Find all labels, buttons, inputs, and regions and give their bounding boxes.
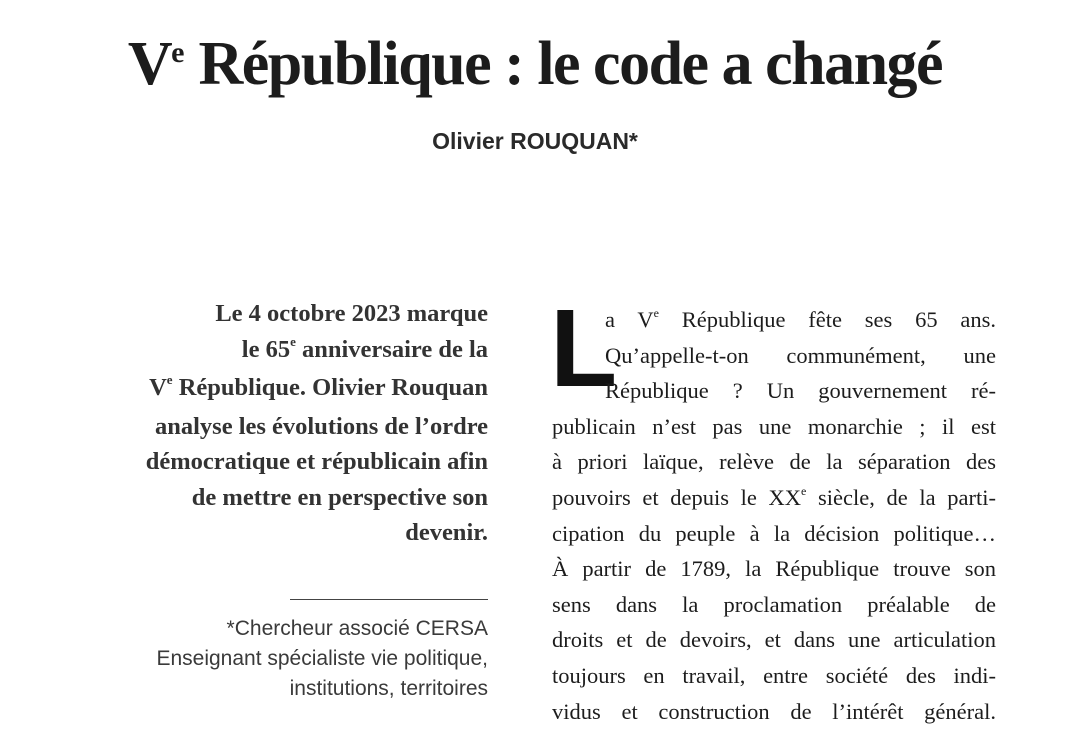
body-text-run: siècle, de la parti- (806, 484, 996, 510)
body-text-run: pouvoirs et depuis le XX (552, 484, 802, 510)
lead-paragraph (60, 296, 488, 551)
body-line: Qu’appelle-t-on communément, une (605, 342, 996, 368)
body-line: sens dans la proclamation préalable de (552, 591, 996, 617)
title-text: République : le code a changé (184, 30, 943, 98)
lead-line: analyse les évolutions de l’ordre (154, 412, 488, 440)
body-superscript: e (653, 306, 659, 320)
body-line: toujours en travail, entre société des indi- (552, 662, 996, 688)
lead-line: démocratique et républicain afin (145, 448, 488, 475)
body-text-run: République fête ses 65 ans. (658, 307, 996, 332)
drop-cap: L (550, 287, 618, 410)
body-line (552, 302, 996, 338)
article-title (0, 28, 1070, 111)
affiliation-line: institutions, territoires (289, 677, 488, 700)
footnote-divider (290, 599, 488, 600)
title-numeral: V (127, 30, 172, 98)
body-text (550, 287, 996, 729)
lead-line: Le 4 octobre 2023 marque (215, 300, 488, 327)
lead-line (60, 332, 488, 371)
lead-line (60, 370, 488, 409)
affiliation-line: *Chercheur associé CERSA (226, 617, 488, 640)
body-superscript: e (801, 483, 807, 498)
lead-text: République. Olivier Rouquan (172, 374, 488, 401)
title-superscript: e (171, 36, 185, 69)
author-name: Olivier ROUQUAN* (432, 128, 638, 154)
body-line: vidus et construction de l’intérêt général. (552, 698, 996, 724)
lead-text: V (149, 374, 167, 401)
body-line: droits et de devoirs, et dans une articulation (552, 627, 996, 653)
body-text-run: a V (605, 307, 654, 332)
body-line: cipation du peuple à la décision politique… (552, 520, 996, 546)
body-line (552, 480, 996, 516)
lead-superscript: e (166, 372, 173, 387)
body-line: République ? Un gouvernement ré- (605, 378, 996, 404)
author-affiliation (60, 614, 488, 704)
lead-line: devenir. (405, 519, 488, 546)
lead-line: de mettre en perspective son (191, 483, 488, 511)
body-line: À partir de 1789, la République trouve son (552, 556, 996, 582)
lead-text: anniversaire de la (295, 335, 488, 363)
body-line: publicain n’est pas une monarchie ; il est (552, 413, 996, 439)
lead-superscript: e (290, 333, 296, 349)
lead-text: le 65 (241, 335, 291, 363)
body-line: à priori laïque, relève de la séparation des (552, 449, 996, 475)
affiliation-line: Enseignant spécialiste vie politique, (156, 647, 488, 670)
